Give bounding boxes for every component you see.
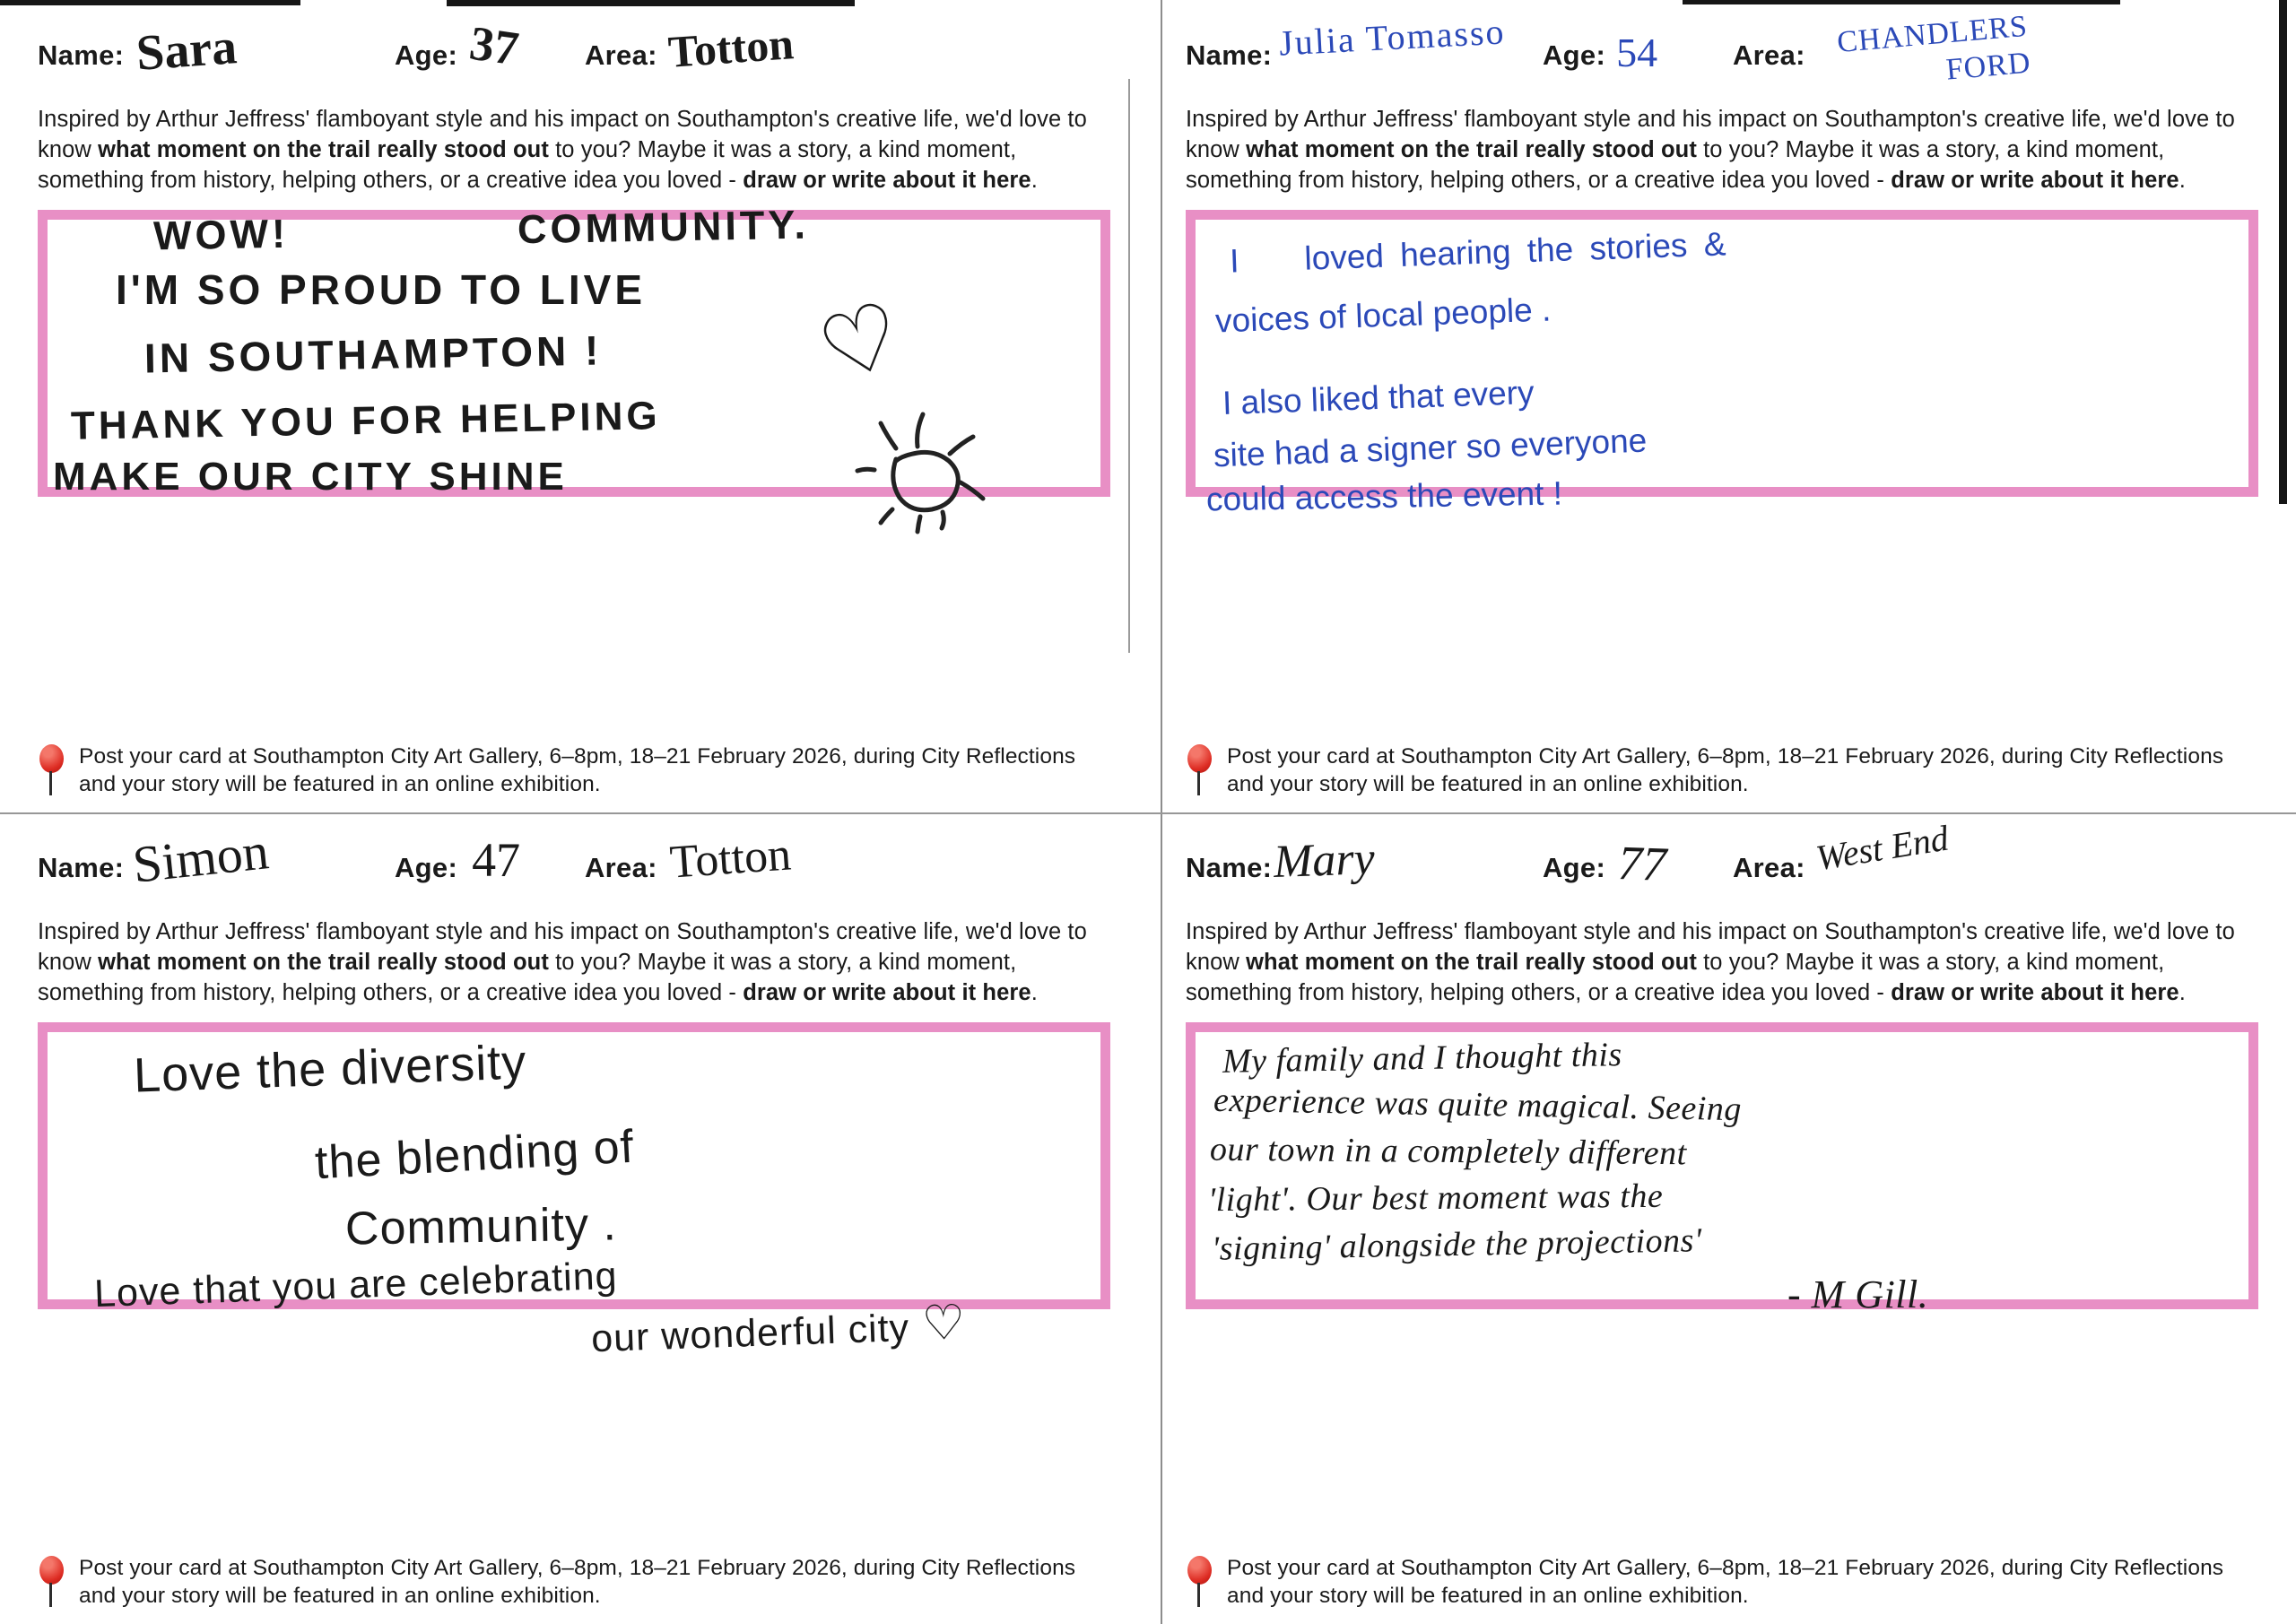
pushpin-icon — [1187, 1554, 1213, 1610]
intro-mid: to you? Maybe it was a story, a kind moment, something from history, helping others, or a creative idea you loved - — [1186, 950, 2165, 1005]
intro-paragraph — [38, 916, 1096, 1008]
age-field — [395, 833, 585, 900]
intro-bold-draw: draw or write about it here — [1891, 168, 2179, 193]
feedback-card-simon — [0, 812, 1148, 1624]
intro-pre: Inspired by Arthur Jeffress' flamboyant style and his impact on Southampton's creative life, we'd love to know — [38, 919, 1087, 975]
card-header — [1186, 817, 2258, 911]
area-label: Area: — [585, 39, 657, 71]
area-label: Area: — [1733, 852, 1805, 883]
scan-artifact — [447, 0, 855, 6]
name-handwritten: Mary — [1273, 833, 1376, 888]
area-label: Area: — [585, 852, 657, 883]
message-line: our town in a completely different — [1209, 1130, 1687, 1173]
message-line: I loved hearing the stories & — [1229, 225, 1727, 280]
intro-post: . — [2179, 168, 2186, 193]
message-box — [1186, 210, 2258, 518]
message-line-text: our wonderful city — [590, 1306, 910, 1361]
area-handwritten: Totton — [665, 18, 796, 77]
age-label: Age: — [1543, 852, 1606, 883]
intro-post: . — [1031, 168, 1038, 193]
intro-post: . — [2179, 980, 2186, 1005]
sun-drawing — [855, 404, 989, 538]
name-label: Name: — [38, 852, 125, 883]
message-line: Love the diversity — [133, 1035, 528, 1103]
name-field — [38, 821, 395, 904]
message-line: Community . — [344, 1198, 618, 1255]
scan-artifact — [1128, 79, 1130, 653]
message-line: THANK YOU FOR HELPING — [70, 394, 662, 448]
footer-text: Post your card at Southampton City Art Gallery, 6–8pm, 18–21 February 2026, during City Reflections and your story will be featured in an online exhibition. — [1227, 744, 2224, 796]
pushpin-icon — [39, 1554, 65, 1610]
age-field — [1543, 30, 1733, 81]
scan-artifact — [2279, 0, 2287, 504]
age-field — [395, 15, 585, 88]
message-line: voices of local people . — [1214, 291, 1552, 340]
name-handwritten: Julia Tomasso — [1278, 11, 1507, 64]
message-box — [38, 1022, 1110, 1361]
message-line: I also liked that every — [1222, 373, 1535, 422]
area-field — [1733, 817, 2258, 891]
feedback-card-julia — [1148, 0, 2296, 812]
intro-mid: to you? Maybe it was a story, a kind moment, something from history, helping others, or a creative idea you loved - — [38, 950, 1017, 1005]
area-field — [1733, 9, 2258, 113]
intro-paragraph — [1186, 916, 2244, 1008]
name-label: Name: — [38, 39, 125, 71]
footer-text: Post your card at Southampton City Art Gallery, 6–8pm, 18–21 February 2026, during City Reflections and your story will be featured in an online exhibition. — [79, 1556, 1076, 1608]
message-line: could access the event ! — [1205, 474, 1563, 518]
card-footer — [1187, 1554, 2255, 1610]
card-header — [38, 15, 1110, 99]
intro-paragraph — [1186, 104, 2244, 195]
message-line: 'signing' alongside the projections' — [1211, 1221, 1702, 1268]
message-line: Love that you are celebrating — [93, 1254, 619, 1316]
intro-bold-draw: draw or write about it here — [743, 980, 1031, 1005]
message-line: I'M SO PROUD TO LIVE — [116, 266, 647, 313]
message-box — [1186, 1022, 2258, 1316]
footer-text: Post your card at Southampton City Art Gallery, 6–8pm, 18–21 February 2026, during City Reflections and your story will be featured in an online exhibition. — [79, 744, 1076, 796]
feedback-card-mary — [1148, 812, 2296, 1624]
intro-post: . — [1031, 980, 1038, 1005]
message-line: WOW! COMMUNITY. — [152, 201, 810, 259]
message-line: the blending of — [313, 1120, 636, 1190]
age-label: Age: — [1543, 39, 1606, 71]
scan-artifact — [1683, 0, 2120, 4]
intro-mid: to you? Maybe it was a story, a kind moment, something from history, helping others, or a creative idea you loved - — [1186, 137, 2165, 193]
age-handwritten: 77 — [1617, 836, 1668, 891]
card-header — [38, 821, 1110, 911]
intro-pre: Inspired by Arthur Jeffress' flamboyant style and his impact on Southampton's creative life, we'd love to know — [38, 107, 1087, 162]
scan-artifact — [0, 0, 300, 5]
name-label: Name: — [1186, 852, 1273, 883]
name-handwritten: Simon — [130, 821, 272, 894]
card-header — [1186, 9, 2258, 99]
message-line: MAKE OUR CITY SHINE — [53, 455, 568, 499]
intro-bold-moment: what moment on the trail really stood out — [1246, 137, 1697, 162]
name-handwritten: Sara — [135, 19, 239, 82]
intro-bold-draw: draw or write about it here — [743, 168, 1031, 193]
name-field — [38, 19, 395, 90]
message-line: site had a signer so everyone — [1213, 421, 1648, 474]
message-line — [590, 1295, 967, 1364]
name-field — [1186, 833, 1543, 899]
message-line: My family and I thought this — [1222, 1036, 1623, 1081]
area-handwritten: Totton — [667, 829, 793, 889]
card-footer — [1187, 743, 2255, 798]
pushpin-icon — [1187, 743, 1213, 798]
area-label: Area: — [1733, 39, 1805, 71]
area-handwritten: CHANDLERS FORD — [1835, 9, 2032, 87]
message-line: IN SOUTHAMPTON ! — [144, 326, 603, 382]
age-handwritten: 54 — [1616, 30, 1658, 75]
intro-bold-moment: what moment on the trail really stood out — [1246, 950, 1697, 975]
message-box — [38, 201, 1110, 499]
age-handwritten: 37 — [466, 15, 523, 76]
feedback-card-sara — [0, 0, 1148, 812]
name-label: Name: — [1186, 39, 1273, 71]
message-line: 'light'. Our best moment was the — [1207, 1177, 1664, 1220]
signature: - M Gill. — [1787, 1272, 1929, 1316]
heart-drawing: ♡ — [807, 282, 915, 404]
intro-pre: Inspired by Arthur Jeffress' flamboyant style and his impact on Southampton's creative life, we'd love to know — [1186, 107, 2235, 162]
card-footer — [39, 1554, 1107, 1610]
intro-bold-moment: what moment on the trail really stood out — [98, 137, 549, 162]
area-field — [585, 18, 1110, 84]
age-label: Age: — [395, 852, 458, 883]
footer-text: Post your card at Southampton City Art Gallery, 6–8pm, 18–21 February 2026, during City Reflections and your story will be featured in an online exhibition. — [1227, 1556, 2224, 1608]
intro-pre: Inspired by Arthur Jeffress' flamboyant style and his impact on Southampton's creative life, we'd love to know — [1186, 919, 2235, 975]
intro-paragraph — [38, 104, 1096, 195]
heart-drawing: ♡ — [920, 1295, 968, 1351]
age-field — [1543, 836, 1733, 900]
pushpin-icon — [39, 743, 65, 798]
card-footer — [39, 743, 1107, 798]
intro-bold-moment: what moment on the trail really stood out — [98, 950, 549, 975]
intro-mid: to you? Maybe it was a story, a kind moment, something from history, helping others, or a creative idea you loved - — [38, 137, 1017, 193]
row-divider — [0, 812, 2296, 814]
age-handwritten: 47 — [472, 833, 521, 887]
age-label: Age: — [395, 39, 458, 71]
area-handwritten: West End — [1813, 817, 1952, 879]
area-field — [585, 829, 1110, 899]
name-field — [1186, 11, 1543, 75]
intro-bold-draw: draw or write about it here — [1891, 980, 2179, 1005]
message-line: experience was quite magical. Seeing — [1213, 1081, 1743, 1129]
